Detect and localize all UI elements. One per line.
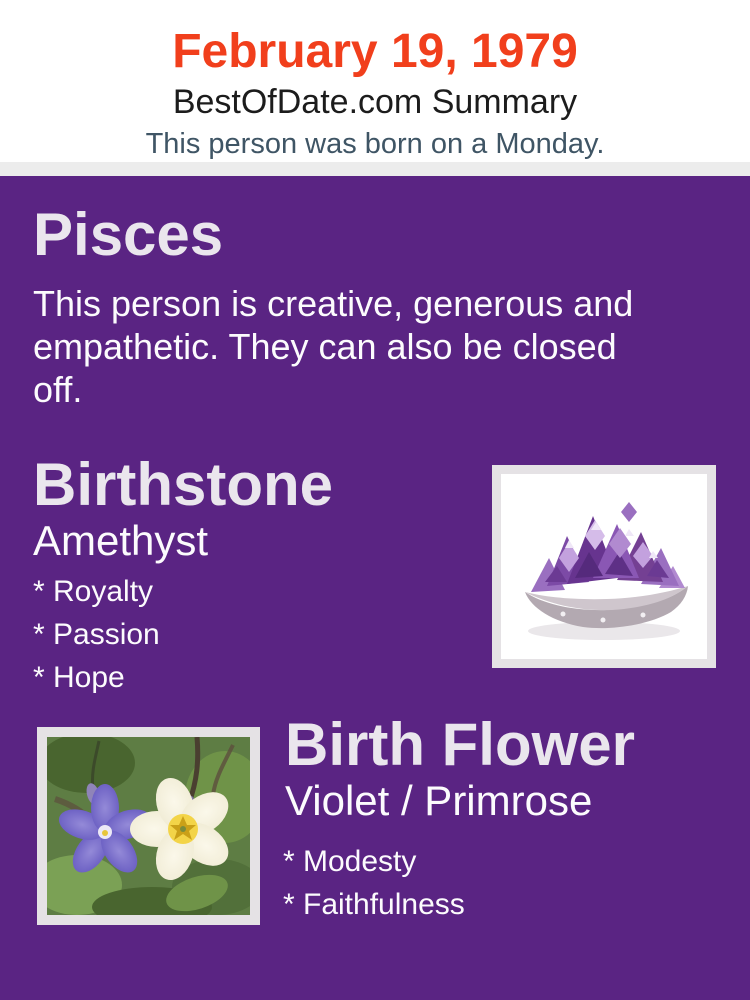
birth-flower-title: Birth Flower xyxy=(285,711,636,778)
amethyst-crystal-icon xyxy=(501,474,707,659)
divider-bar xyxy=(0,162,750,176)
birthstone-traits xyxy=(33,570,160,699)
birth-flower-trait-item: * Modesty xyxy=(283,845,417,878)
birthstone-trait-item: * Hope xyxy=(33,661,125,694)
amethyst-image xyxy=(492,465,716,668)
violet-primrose-image xyxy=(37,727,260,925)
birthstone-trait-item: * Passion xyxy=(33,618,160,651)
birthstone-name: Amethyst xyxy=(33,517,209,564)
birthstone-title: Birthstone xyxy=(33,451,333,518)
header xyxy=(0,0,750,162)
violet-primrose-icon xyxy=(47,737,250,915)
date-title: February 19, 1979 xyxy=(172,25,578,78)
birth-flower-name: Violet / Primrose xyxy=(285,777,593,824)
birthstone-trait-item: * Royalty xyxy=(33,575,154,608)
birth-flower-trait-item: * Faithfulness xyxy=(283,888,465,921)
zodiac-title: Pisces xyxy=(33,201,224,268)
born-day-note: This person was born on a Monday. xyxy=(145,128,605,160)
zodiac-description: This person is creative, generous and empathetic. They can also be closed off. xyxy=(33,283,634,410)
site-summary-title: BestOfDate.com Summary xyxy=(172,83,578,121)
details-section xyxy=(0,176,750,1000)
birth-flower-traits xyxy=(283,840,465,926)
